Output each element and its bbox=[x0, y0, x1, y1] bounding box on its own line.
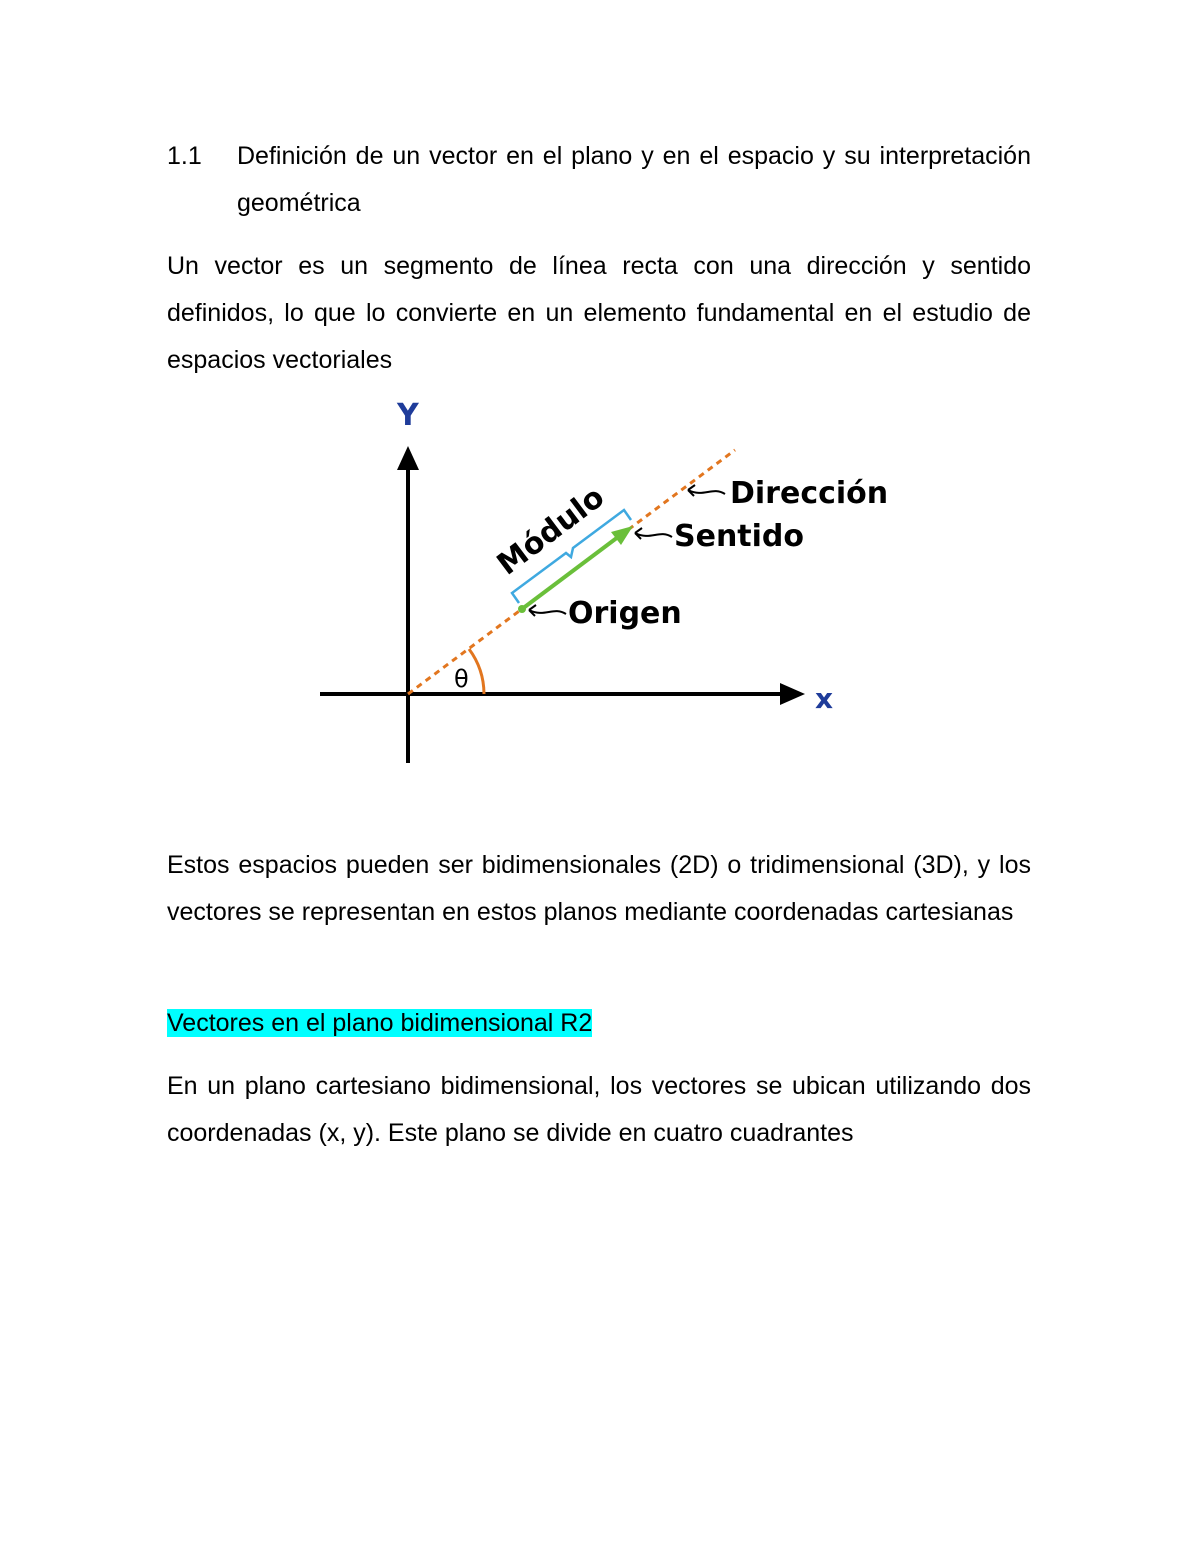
modulo-label: Módulo bbox=[490, 479, 612, 583]
y-axis-label: Y bbox=[397, 398, 419, 433]
direccion-pointer-arrow bbox=[688, 485, 725, 496]
section-heading bbox=[167, 133, 1031, 227]
subheading-container bbox=[167, 1000, 1031, 1047]
sentido-label: Sentido bbox=[674, 519, 805, 554]
direccion-label: Dirección bbox=[730, 476, 889, 511]
origen-pointer-arrow bbox=[529, 605, 566, 616]
x-axis-label: x bbox=[815, 682, 834, 715]
section-title: Definición de un vector en el plano y en el espacio y su interpretación geométrica bbox=[237, 142, 1031, 217]
subheading: Vectores en el plano bidimensional R2 bbox=[167, 1009, 593, 1037]
plane-paragraph: En un plano cartesiano bidimensional, los vectores se ubican utilizando dos coordenadas (x, y). Este plano se divide en cuatro cuadrantes bbox=[167, 1072, 1031, 1147]
y-axis-arrowhead bbox=[397, 446, 419, 470]
origen-label: Origen bbox=[568, 596, 682, 631]
vector-diagram bbox=[300, 390, 900, 780]
intro-paragraph: Un vector es un segmento de línea recta con una dirección y sentido definidos, lo que lo convierte en un elemento fundamental en el estudio de espacios vectoriales bbox=[167, 252, 1031, 374]
section-number: 1.1 bbox=[167, 142, 202, 170]
sentido-pointer-arrow bbox=[635, 528, 672, 539]
angle-label: θ bbox=[454, 665, 469, 693]
x-axis-arrowhead bbox=[780, 683, 805, 705]
origin-point bbox=[518, 605, 526, 613]
angle-arc bbox=[469, 649, 484, 694]
spaces-paragraph: Estos espacios pueden ser bidimensionales (2D) o tridimensional (3D), y los vectores se representan en estos planos mediante coordenadas cartesianas bbox=[167, 851, 1031, 926]
